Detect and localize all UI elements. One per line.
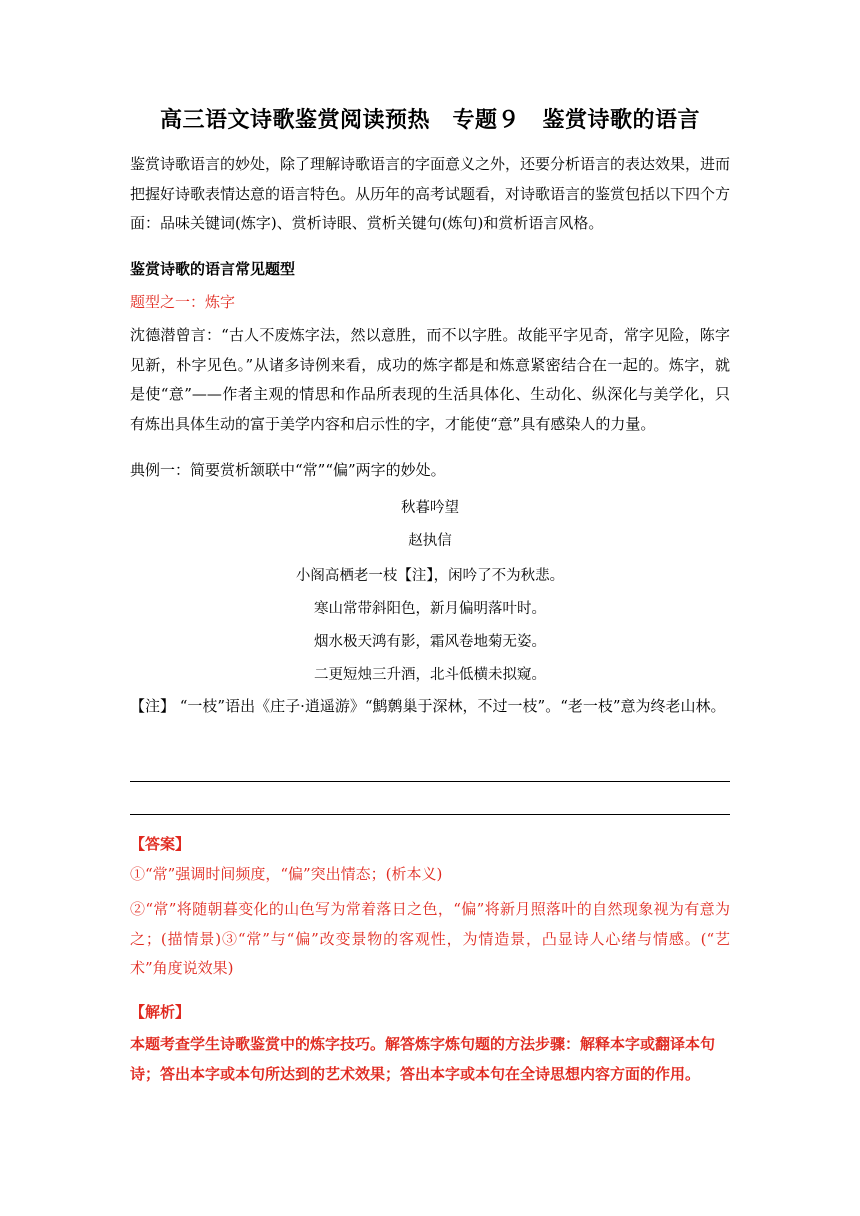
poem-line: 烟水极天鸿有影，霜风卷地菊无姿。	[314, 634, 546, 650]
poem-line: 寒山常带斜阳色，新月偏明落叶时。	[314, 601, 546, 617]
answer-label: 【答案】	[130, 835, 191, 853]
question-type-label: 题型之一：炼字	[130, 293, 236, 311]
section-heading: 鉴赏诗歌的语言常见题型	[130, 260, 296, 278]
poem-line: 小阁高栖老一枝【注】，闲吟了不为秋悲。	[295, 568, 565, 584]
page-title: 高三语文诗歌鉴赏阅读预热 专题９ 鉴赏诗歌的语言	[159, 107, 700, 133]
quote-paragraph: 沈德潜曾言：“古人不废炼字法，然以意胜，而不以字胜。故能平字见奇，常字见险，陈字见新，朴字见色。”从诸多诗例来看，成功的炼字都是和炼意紧密结合在一起的。炼字，就是使“意”——作者主观的情思和作品所表现的生活具体化、生动化、纵深化与美学化，只有炼出具体生动的富于美学内容和启示性的字，才能使“意”具有感染人的力量。	[130, 326, 730, 433]
answer-point-1: ①“常”强调时间频度，“偏”突出情态；(析本义)	[130, 865, 443, 883]
intro-paragraph: 鉴赏诗歌语言的妙处，除了理解诗歌语言的字面意义之外，还要分析语言的表达效果，进而把握好诗歌表情达意的语言特色。从历年的高考试题看，对诗歌语言的鉴赏包括以下四个方面：品味关键词(炼字)、赏析诗眼、赏析关键句(炼句)和赏析语言风格。	[130, 155, 731, 233]
poem-author: 赵执信	[408, 533, 452, 549]
analysis-text: 本题考查学生诗歌鉴赏中的炼字技巧。解答炼字炼句题的方法步骤：解释本字或翻译本句诗；答出本字或本句所达到的艺术效果；答出本字或本句在全诗思想内容方面的作用。	[130, 1035, 716, 1083]
poem-note: 【注】 “一枝”语出《庄子·逍遥游》“鹪鹩巢于深林，不过一枝”。“老一枝”意为终老山林。	[130, 697, 726, 715]
example-question: 典例一：简要赏析颔联中“常”“偏”两字的妙处。	[130, 461, 446, 479]
answer-line-1	[130, 781, 730, 782]
poem-line: 二更短烛三升酒，北斗低横未拟窥。	[314, 667, 546, 683]
analysis-label: 【解析】	[130, 1003, 191, 1021]
poem-title: 秋暮吟望	[401, 500, 459, 516]
answer-point-2: ②“常”将随朝暮变化的山色写为常着落日之色，“偏”将新月照落叶的自然现象视为有意为之；(描情景)③“常”与“偏”改变景物的客观性，为情造景，凸显诗人心绪与情感。(“艺术”角度说效果)	[130, 900, 730, 978]
answer-line-2	[130, 814, 730, 815]
